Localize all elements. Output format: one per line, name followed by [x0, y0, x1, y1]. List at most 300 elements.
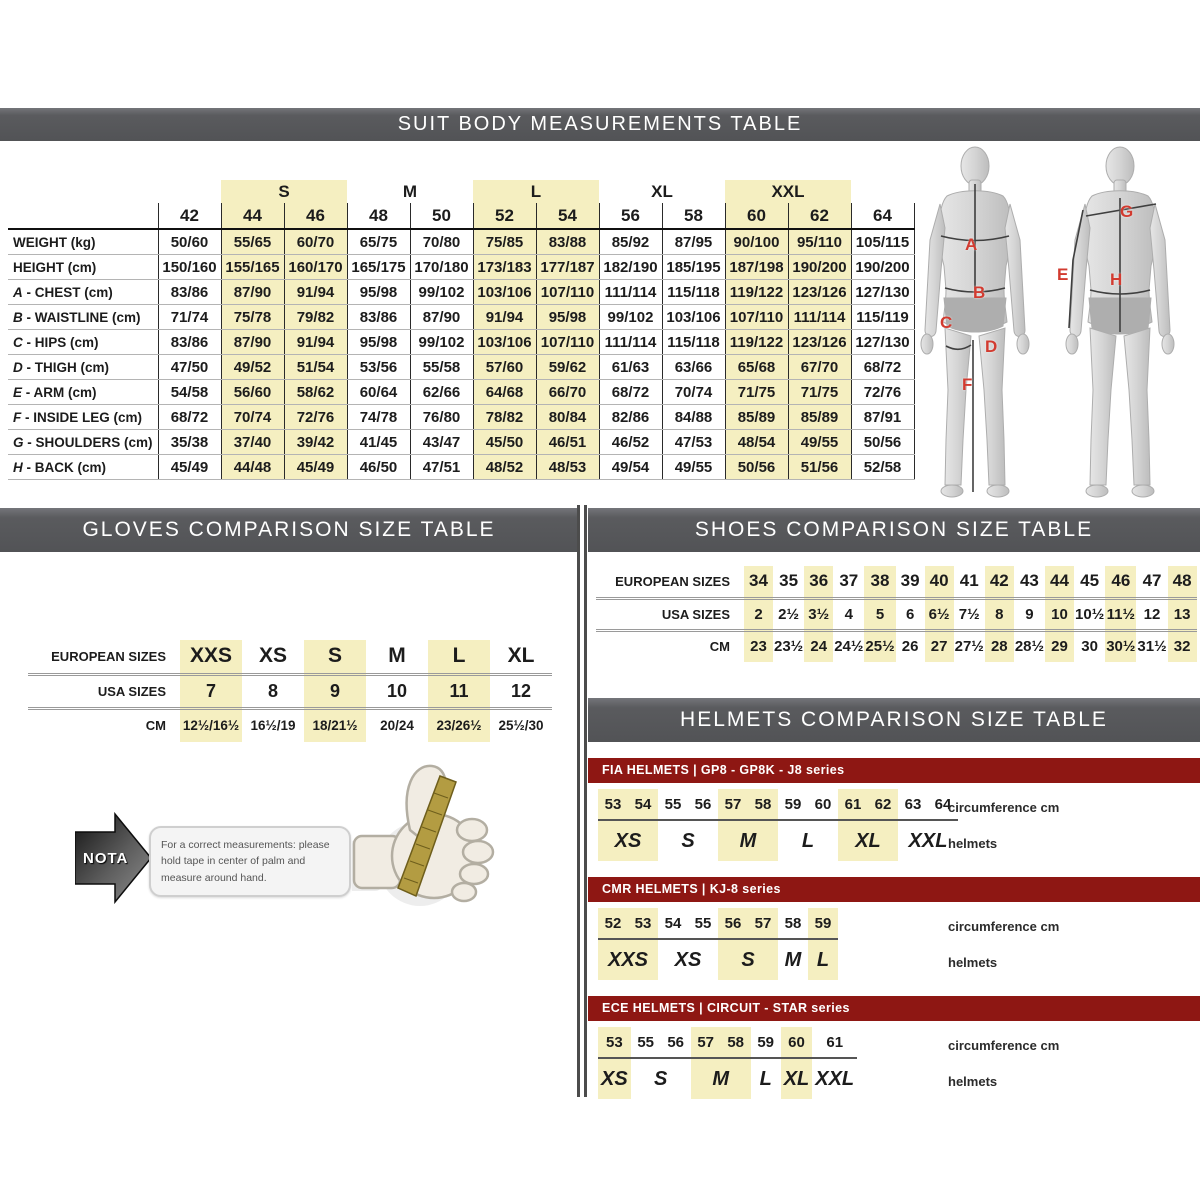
shoes-cm-value: 29 — [1045, 630, 1074, 662]
measurement-cell: 103/106 — [473, 280, 536, 305]
shoes-eu-size: 41 — [954, 566, 985, 598]
helmet-series-name: FIA HELMETS | GP8 - GP8K - J8 series — [588, 758, 1200, 783]
suit-size-group-row — [8, 180, 914, 203]
table-row — [8, 280, 914, 305]
shoes-table-title: SHOES COMPARISON SIZE TABLE — [588, 508, 1200, 552]
shoes-eu-size: 40 — [925, 566, 954, 598]
circumference-label: circumference cm — [948, 799, 1060, 815]
size-number: 44 — [221, 203, 284, 229]
measurement-cell: 115/118 — [662, 330, 725, 355]
measurement-cell: 57/60 — [473, 355, 536, 380]
gloves-cm-row — [28, 708, 552, 742]
measurement-cell: 72/76 — [851, 380, 914, 405]
back-body-figure — [1066, 147, 1174, 497]
measurement-cell: 87/91 — [851, 405, 914, 430]
shoes-usa-row — [596, 598, 1197, 630]
row-label: CM — [145, 718, 166, 734]
measurement-cell: 49/52 — [221, 355, 284, 380]
helmet-circumference-value: 57 — [748, 908, 778, 939]
shoes-usa-size: 2½ — [773, 598, 804, 630]
measurement-cell: 58/62 — [284, 380, 347, 405]
measurement-cell: 67/70 — [788, 355, 851, 380]
gloves-usa-size: 10 — [366, 674, 428, 708]
helmet-size-row — [598, 1058, 857, 1099]
measurement-letter-arm: E — [1057, 265, 1069, 284]
measurement-cell: 68/72 — [851, 355, 914, 380]
helmet-circumference-value: 58 — [748, 789, 778, 820]
measurement-cell: 61/63 — [599, 355, 662, 380]
row-label: EUROPEAN SIZES — [28, 640, 180, 674]
measurement-cell: 41/45 — [347, 430, 410, 455]
shoes-cm-value: 23 — [744, 630, 773, 662]
helmet-size-label: S — [654, 1067, 668, 1090]
helmet-circumference-value: 54 — [658, 908, 688, 939]
shoes-eu-size: 39 — [896, 566, 925, 598]
suit-measurements-table — [8, 180, 915, 480]
helmet-circumference-value: 57 — [691, 1027, 721, 1058]
shoes-cm-value: 26 — [901, 638, 919, 656]
shoes-eu-size: 43 — [1014, 566, 1045, 598]
helmet-size-label: XL — [838, 820, 898, 861]
shoes-cm-value: 24 — [804, 630, 833, 662]
measurement-cell: 127/130 — [851, 330, 914, 355]
shoes-cm-value: 27 — [925, 630, 954, 662]
measurement-cell: 170/180 — [410, 255, 473, 280]
helmet-size-table — [598, 789, 958, 861]
corner-cell — [8, 180, 158, 203]
measurement-cell: 82/86 — [599, 405, 662, 430]
circumference-label: circumference cm — [948, 918, 1060, 934]
gloves-eu-size: XS — [242, 640, 304, 674]
measurement-cell: 103/106 — [662, 305, 725, 330]
measurement-row-label: HEIGHT (cm) — [8, 255, 158, 280]
measurement-cell: 39/42 — [284, 430, 347, 455]
measurement-cell: 83/86 — [158, 280, 221, 305]
gloves-eu-row — [28, 640, 552, 674]
body-measurement-figures — [915, 140, 1200, 505]
helmet-size-table — [598, 908, 838, 980]
gloves-size-table — [28, 640, 552, 742]
helmet-circumference-value: 53 — [598, 789, 628, 820]
size-number: 50 — [410, 203, 473, 229]
measurement-cell: 50/56 — [725, 455, 788, 480]
helmet-size-label: XXL — [908, 829, 948, 852]
size-group-label — [158, 180, 221, 203]
helmet-size-label: XL — [781, 1058, 813, 1099]
measurement-cell: 50/60 — [158, 229, 221, 255]
circumference-label: circumference cm — [948, 1037, 1060, 1053]
measurement-cell: 49/54 — [599, 455, 662, 480]
measurement-cell: 76/80 — [410, 405, 473, 430]
shoes-usa-size: 9 — [1014, 598, 1045, 630]
measurement-cell: 45/49 — [158, 455, 221, 480]
table-row — [8, 380, 914, 405]
shoes-cm-value: 24½ — [834, 638, 864, 656]
helmet-circumference-value: 54 — [628, 789, 658, 820]
gloves-table-title: GLOVES COMPARISON SIZE TABLE — [0, 508, 578, 552]
measurement-cell: 71/75 — [788, 380, 851, 405]
size-group-label: M — [402, 181, 418, 201]
gloves-cm-value: 12½/16½ — [180, 708, 242, 742]
measurement-cell: 68/72 — [599, 380, 662, 405]
helmet-circumference-value: 61 — [812, 1027, 857, 1058]
shoes-usa-size: 8 — [985, 598, 1014, 630]
measurement-cell: 75/85 — [473, 229, 536, 255]
measurement-row-label: WEIGHT (kg) — [8, 229, 158, 255]
helmet-size-label: M — [718, 820, 778, 861]
measurement-cell: 60/64 — [347, 380, 410, 405]
table-row — [8, 330, 914, 355]
table-row — [8, 355, 914, 380]
size-number: 60 — [725, 203, 788, 229]
measurement-cell: 65/75 — [347, 229, 410, 255]
measurement-cell: 155/165 — [221, 255, 284, 280]
measurement-cell: 190/200 — [788, 255, 851, 280]
measurement-cell: 51/54 — [284, 355, 347, 380]
helmet-circumference-row — [598, 908, 838, 939]
size-group-label: XL — [651, 181, 673, 201]
shoes-usa-size: 6 — [896, 598, 925, 630]
shoes-usa-size: 4 — [833, 598, 864, 630]
measurement-cell: 99/102 — [410, 330, 473, 355]
body-figures-illustration — [915, 140, 1200, 505]
helmet-size-label: L — [808, 939, 838, 980]
measurement-cell: 46/51 — [536, 430, 599, 455]
measurement-cell: 55/58 — [410, 355, 473, 380]
measurement-cell: 111/114 — [788, 305, 851, 330]
row-label: CM — [709, 639, 730, 655]
size-number: 48 — [347, 203, 410, 229]
gloves-eu-size: L — [428, 640, 490, 674]
helmet-size-label: XXL — [815, 1067, 855, 1090]
helmet-circumference-value: 53 — [628, 908, 658, 939]
size-group-label: XXL — [725, 180, 851, 203]
note-text: For a correct measurements: please hold tape in center of palm and measure around hand. — [149, 826, 351, 897]
size-number: 52 — [473, 203, 536, 229]
helmet-size-label: M — [691, 1058, 751, 1099]
measurement-cell: 37/40 — [221, 430, 284, 455]
size-number: 42 — [158, 203, 221, 229]
table-row — [8, 255, 914, 280]
helmet-series-block — [588, 996, 1200, 1099]
measurement-cell: 52/58 — [851, 455, 914, 480]
measurement-cell: 87/90 — [221, 280, 284, 305]
size-number: 58 — [662, 203, 725, 229]
measurement-cell: 50/56 — [851, 430, 914, 455]
measurement-cell: 83/86 — [158, 330, 221, 355]
measurement-cell: 83/88 — [536, 229, 599, 255]
measurement-cell: 45/50 — [473, 430, 536, 455]
helmet-circumference-value: 57 — [718, 789, 748, 820]
measurement-cell: 44/48 — [221, 455, 284, 480]
shoes-cm-row — [596, 630, 1197, 662]
helmet-circumference-value: 60 — [808, 789, 838, 820]
measurement-cell: 83/86 — [347, 305, 410, 330]
size-group-label: S — [221, 180, 347, 203]
helmets-table-title: HELMETS COMPARISON SIZE TABLE — [588, 698, 1200, 742]
gloves-eu-size: M — [366, 640, 428, 674]
shoes-eu-size: 35 — [773, 566, 804, 598]
shoes-cm-value: 32 — [1168, 630, 1197, 662]
gloves-eu-size: S — [304, 640, 366, 674]
nota-label: NOTA — [83, 850, 129, 867]
thumbs-up-tape-icon — [352, 748, 502, 913]
shoes-eu-size: 48 — [1168, 566, 1197, 598]
shoes-usa-size: 12 — [1136, 598, 1167, 630]
measurement-cell: 46/52 — [599, 430, 662, 455]
measurement-cell: 47/50 — [158, 355, 221, 380]
helmets-label: helmets — [948, 835, 998, 851]
helmet-circumference-value: 59 — [808, 908, 838, 939]
table-row — [8, 430, 914, 455]
measurement-cell: 49/55 — [662, 455, 725, 480]
size-group-label — [851, 180, 914, 203]
measurement-cell: 84/88 — [662, 405, 725, 430]
shoes-cm-value: 28 — [985, 630, 1014, 662]
shoes-size-table — [596, 566, 1197, 662]
helmet-circumference-value: 62 — [868, 789, 898, 820]
measurement-cell: 71/74 — [158, 305, 221, 330]
measurement-cell: 68/72 — [158, 405, 221, 430]
measurement-cell: 185/195 — [662, 255, 725, 280]
shoes-eu-size: 34 — [744, 566, 773, 598]
measurement-cell: 56/60 — [221, 380, 284, 405]
helmet-circumference-value: 56 — [688, 789, 718, 820]
measurement-cell: 107/110 — [725, 305, 788, 330]
measurement-cell: 87/90 — [221, 330, 284, 355]
measurement-cell: 182/190 — [599, 255, 662, 280]
measurement-letter-waistline: B — [973, 283, 986, 302]
measurement-cell: 127/130 — [851, 280, 914, 305]
helmet-circumference-row — [598, 789, 958, 820]
measurement-row-label: H - BACK (cm) — [8, 455, 158, 480]
helmet-size-row — [598, 820, 958, 861]
measurement-cell: 95/98 — [536, 305, 599, 330]
measurement-cell: 91/94 — [473, 305, 536, 330]
helmet-series-name: CMR HELMETS | KJ-8 series — [588, 877, 1200, 902]
measurement-cell: 99/102 — [599, 305, 662, 330]
measurement-cell: 59/62 — [536, 355, 599, 380]
measurement-cell: 79/82 — [284, 305, 347, 330]
suit-size-header-row — [8, 203, 914, 229]
gloves-cm-value: 18/21½ — [304, 708, 366, 742]
measurement-cell: 64/68 — [473, 380, 536, 405]
measurement-cell: 55/65 — [221, 229, 284, 255]
measurement-cell: 47/53 — [662, 430, 725, 455]
gloves-eu-size: XXS — [180, 640, 242, 674]
measurement-cell: 177/187 — [536, 255, 599, 280]
measurement-row-label: D - THIGH (cm) — [8, 355, 158, 380]
helmet-circumference-value: 55 — [658, 789, 688, 820]
measurement-cell: 62/66 — [410, 380, 473, 405]
measurement-cell: 51/56 — [788, 455, 851, 480]
helmet-series-block — [588, 758, 1200, 861]
measurement-cell: 150/160 — [158, 255, 221, 280]
gloves-cm-value: 16½/19 — [250, 718, 296, 734]
measurement-cell: 47/51 — [410, 455, 473, 480]
measurement-cell: 95/98 — [347, 280, 410, 305]
gloves-usa-row — [28, 674, 552, 708]
table-row — [8, 405, 914, 430]
helmet-series-name: ECE HELMETS | CIRCUIT - STAR series — [588, 996, 1200, 1021]
measurement-cell: 46/50 — [347, 455, 410, 480]
measurement-cell: 99/102 — [410, 280, 473, 305]
measurement-cell: 66/70 — [536, 380, 599, 405]
measurement-cell: 53/56 — [347, 355, 410, 380]
shoes-cm-value: 31½ — [1137, 638, 1167, 656]
size-number: 54 — [536, 203, 599, 229]
measurement-cell: 80/84 — [536, 405, 599, 430]
measurement-cell: 119/122 — [725, 280, 788, 305]
gloves-usa-size: 11 — [428, 674, 490, 708]
shoes-usa-size: 10½ — [1074, 598, 1105, 630]
row-label: USA SIZES — [28, 674, 180, 708]
measurement-letter-chest: A — [965, 235, 978, 254]
measurement-cell: 95/98 — [347, 330, 410, 355]
measurement-note — [75, 810, 345, 905]
size-group-label: L — [473, 180, 599, 203]
measurement-cell: 119/122 — [725, 330, 788, 355]
measurement-cell: 111/114 — [599, 280, 662, 305]
shoes-eu-row — [596, 566, 1197, 598]
gloves-cm-value: 23/26½ — [428, 708, 490, 742]
measurement-letter-shoulders: G — [1120, 202, 1134, 221]
helmet-circumference-value: 55 — [688, 908, 718, 939]
shoes-eu-size: 45 — [1074, 566, 1105, 598]
measurement-cell: 74/78 — [347, 405, 410, 430]
measurement-cell: 71/75 — [725, 380, 788, 405]
shoes-eu-size: 42 — [985, 566, 1014, 598]
shoes-eu-size: 36 — [804, 566, 833, 598]
measurement-cell: 90/100 — [725, 229, 788, 255]
hand-measure-graphic — [352, 748, 502, 918]
measurement-cell: 87/90 — [410, 305, 473, 330]
measurement-row-label: B - WAISTLINE (cm) — [8, 305, 158, 330]
measurement-cell: 45/49 — [284, 455, 347, 480]
measurement-cell: 103/106 — [473, 330, 536, 355]
measurement-cell: 65/68 — [725, 355, 788, 380]
measurement-cell: 165/175 — [347, 255, 410, 280]
measurement-cell: 107/110 — [536, 280, 599, 305]
table-row — [8, 305, 914, 330]
measurement-cell: 48/54 — [725, 430, 788, 455]
shoes-usa-size: 2 — [744, 598, 773, 630]
shoes-usa-size: 10 — [1045, 598, 1074, 630]
helmet-circumference-value: 59 — [751, 1027, 781, 1058]
measurement-cell: 95/110 — [788, 229, 851, 255]
measurement-cell: 85/92 — [599, 229, 662, 255]
helmet-size-label: XXS — [598, 939, 658, 980]
shoes-eu-size: 44 — [1045, 566, 1074, 598]
measurement-cell: 60/70 — [284, 229, 347, 255]
measurement-cell: 48/53 — [536, 455, 599, 480]
measurement-row-label: G - SHOULDERS (cm) — [8, 430, 158, 455]
measurement-cell: 48/52 — [473, 455, 536, 480]
shoes-usa-size: 5 — [864, 598, 895, 630]
size-number: 56 — [599, 203, 662, 229]
measurement-cell: 75/78 — [221, 305, 284, 330]
measurement-cell: 85/89 — [725, 405, 788, 430]
row-label: EUROPEAN SIZES — [596, 566, 744, 598]
helmet-circumference-value: 56 — [661, 1027, 691, 1058]
measurement-letter-back: H — [1110, 270, 1123, 289]
helmet-size-label: XS — [598, 820, 658, 861]
corner-cell — [8, 203, 158, 229]
measurement-cell: 115/118 — [662, 280, 725, 305]
helmet-size-label: XS — [598, 1058, 631, 1099]
gloves-eu-size: XL — [490, 640, 552, 674]
helmet-circumference-value: 60 — [781, 1027, 813, 1058]
measurement-cell: 173/183 — [473, 255, 536, 280]
measurement-letter-thigh: D — [985, 337, 998, 356]
helmet-size-row — [598, 939, 838, 980]
measurement-cell: 160/170 — [284, 255, 347, 280]
size-number: 62 — [788, 203, 851, 229]
suit-table-title: SUIT BODY MEASUREMENTS TABLE — [0, 108, 1200, 141]
measurement-cell: 187/198 — [725, 255, 788, 280]
helmet-size-label: L — [801, 829, 815, 852]
shoes-cm-value: 27½ — [954, 638, 984, 656]
shoes-eu-size: 47 — [1136, 566, 1167, 598]
shoes-usa-size: 13 — [1168, 598, 1197, 630]
helmet-circumference-value: 56 — [718, 908, 748, 939]
measurement-cell: 49/55 — [788, 430, 851, 455]
measurement-letter-inside-leg: F — [962, 375, 973, 394]
measurement-row-label: A - CHEST (cm) — [8, 280, 158, 305]
measurement-cell: 91/94 — [284, 330, 347, 355]
helmet-circumference-value: 64 — [928, 789, 958, 820]
size-number: 64 — [851, 203, 914, 229]
helmet-size-label: S — [681, 829, 695, 852]
measurement-cell: 70/74 — [221, 405, 284, 430]
measurement-cell: 85/89 — [788, 405, 851, 430]
shoes-usa-size: 3½ — [804, 598, 833, 630]
gloves-usa-size: 12 — [490, 674, 552, 708]
helmet-circumference-value: 53 — [598, 1027, 631, 1058]
front-body-figure — [921, 147, 1029, 497]
helmet-size-label: S — [718, 939, 778, 980]
helmet-circumference-value: 59 — [778, 789, 808, 820]
gloves-usa-size: 9 — [304, 674, 366, 708]
shoes-cm-value: 30½ — [1105, 630, 1136, 662]
helmet-circumference-value: 61 — [838, 789, 868, 820]
shoes-cm-value: 28½ — [1014, 638, 1045, 656]
helmet-size-label: XS — [674, 948, 702, 971]
measurement-cell: 35/38 — [158, 430, 221, 455]
measurement-cell: 107/110 — [536, 330, 599, 355]
helmet-series-block — [588, 877, 1200, 980]
shoes-usa-size: 11½ — [1105, 598, 1136, 630]
shoes-cm-value: 23½ — [774, 638, 804, 656]
helmet-circumference-value: 58 — [778, 908, 808, 939]
gloves-usa-size: 7 — [180, 674, 242, 708]
helmet-size-label: M — [784, 948, 802, 971]
gloves-cm-value: 20/24 — [380, 718, 414, 734]
gloves-usa-size: 8 — [242, 674, 304, 708]
shoes-usa-size: 7½ — [954, 598, 985, 630]
helmet-circumference-value: 58 — [721, 1027, 751, 1058]
measurement-letter-hips: C — [940, 313, 953, 332]
measurement-row-label: F - INSIDE LEG (cm) — [8, 405, 158, 430]
measurement-cell: 111/114 — [599, 330, 662, 355]
table-row — [8, 229, 914, 255]
shoes-cm-value: 30 — [1081, 638, 1098, 656]
row-label: USA SIZES — [596, 598, 744, 630]
measurement-row-label: E - ARM (cm) — [8, 380, 158, 405]
measurement-cell: 123/126 — [788, 280, 851, 305]
gloves-cm-value: 25½/30 — [498, 718, 544, 734]
helmet-circumference-value: 55 — [631, 1027, 661, 1058]
